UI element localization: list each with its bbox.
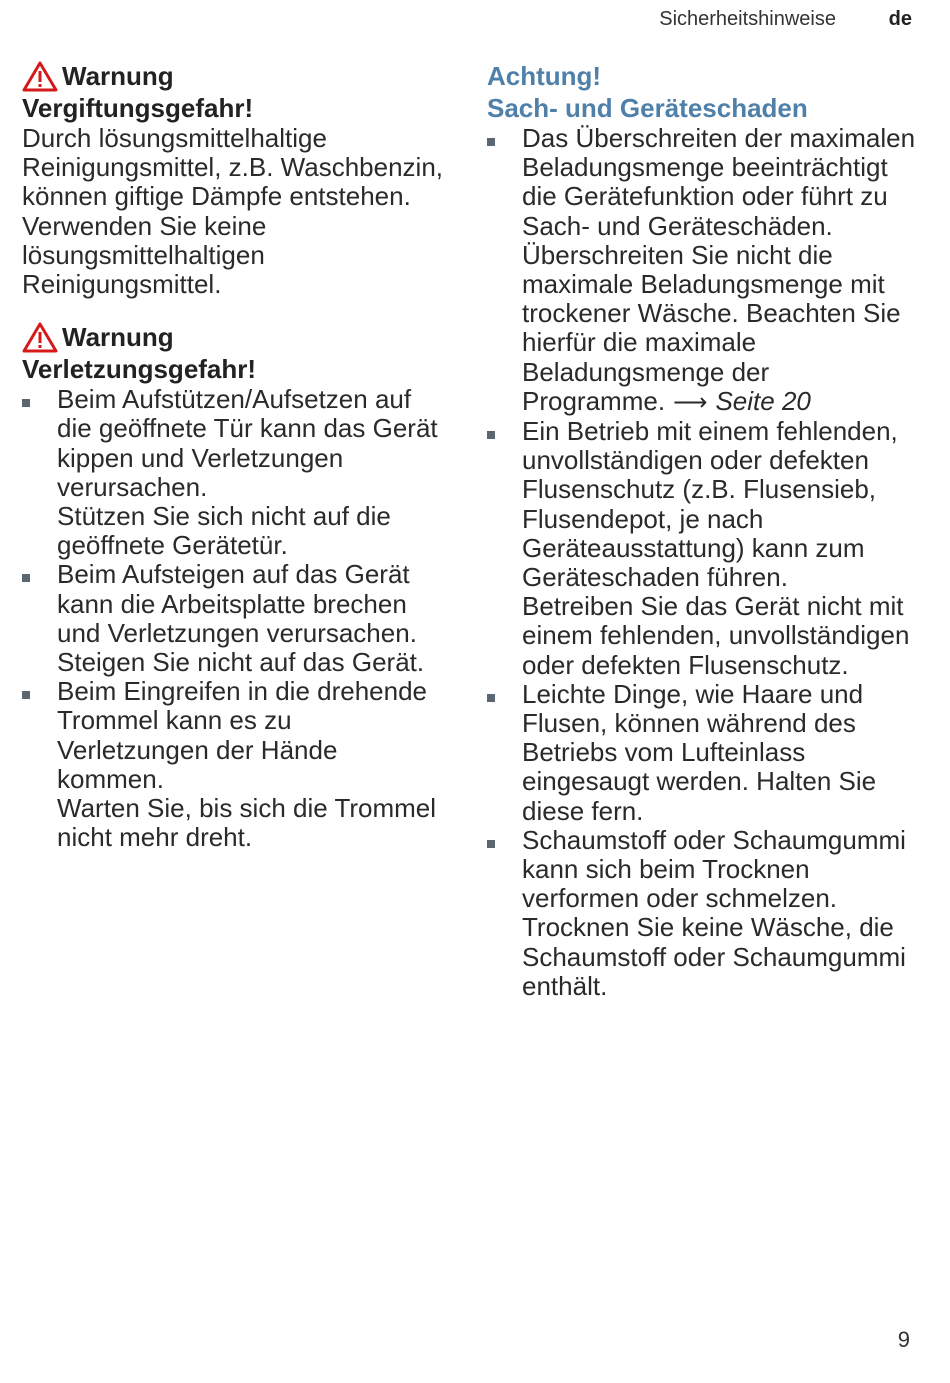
arrow-right-icon: ⟶: [673, 388, 708, 416]
warning-text: Durch lösungsmittelhaltige Reinigungsmittel, z.B. Waschbenzin, können giftige Dämpfe entstehen.: [22, 123, 444, 212]
list-item: [487, 826, 927, 1001]
page-number: 9: [897, 1327, 910, 1352]
warning-triangle-icon: [22, 61, 58, 92]
bullet-square-icon: [22, 399, 30, 407]
item-action: Warten Sie, bis sich die Trommel nicht mehr dreht.: [57, 793, 437, 853]
warning-injury: [22, 321, 447, 852]
item-text: Ein Betrieb mit einem fehlenden, unvollständigen oder defekten Flusenschutz (z.B. Flusensieb, Flusendepot, je nach Geräteausstattung) kann zum Geräteschaden führen.: [522, 416, 898, 593]
warning-instruction: Verwenden Sie keine lösungsmittelhaltigen Reinigungsmittel.: [22, 210, 267, 300]
warning-list: [22, 385, 447, 852]
item-action: [522, 241, 927, 417]
bullet-square-icon: [22, 691, 30, 699]
item-action: Stützen Sie sich nicht auf die geöffnete Gerätetür.: [57, 501, 391, 561]
notice-list: [487, 124, 927, 1001]
section-title: Sicherheitshinweise: [659, 8, 836, 30]
item-text: Beim Aufsteigen auf das Gerät kann die Arbeitsplatte brechen und Verletzungen verursachen.: [57, 559, 417, 648]
warning-label: Warnung: [62, 61, 174, 91]
warning-heading: Verletzungsgefahr!: [22, 354, 257, 385]
list-item: [487, 680, 927, 826]
notice-title: Achtung!: [487, 61, 602, 91]
item-text: Leichte Dinge, wie Haare und Flusen, können während des Betriebs vom Lufteinlass eingesaugt werden. Halten Sie diese fern.: [522, 678, 877, 826]
bullet-square-icon: [487, 840, 495, 848]
left-column: [22, 60, 447, 874]
list-item: [22, 560, 447, 677]
item-text: Das Überschreiten der maximalen Beladungsmenge beeinträchtigt die Gerätefunktion oder führt zu Sach- und Geräteschäden.: [522, 123, 916, 241]
bullet-square-icon: [22, 574, 30, 582]
list-item: [22, 385, 447, 560]
list-item: [487, 417, 927, 680]
bullet-square-icon: [487, 138, 495, 146]
warning-label: Warnung: [62, 322, 174, 353]
item-action: Betreiben Sie das Gerät nicht mit einem fehlenden, unvollständigen oder defekten Flusenschutz.: [522, 591, 910, 680]
warning-triangle-icon: [22, 322, 58, 353]
warning-poisoning: [22, 60, 447, 299]
page-reference: [665, 386, 811, 416]
item-text: Schaumstoff oder Schaumgummi kann sich beim Trocknen verformen oder schmelzen.: [522, 824, 906, 914]
warning-title: [22, 321, 447, 353]
warning-heading: Vergiftungsgefahr!: [22, 93, 254, 123]
right-column: [487, 60, 927, 1001]
bullet-square-icon: [487, 694, 495, 702]
item-action: Trocknen Sie keine Wäsche, die Schaumstoff oder Schaumgummi enthält.: [522, 912, 906, 1001]
warning-title: [22, 60, 447, 92]
list-item: [22, 677, 447, 852]
item-action-text: Überschreiten Sie nicht die maximale Beladungsmenge mit trockener Wäsche. Beachten Sie hierfür die maximale Beladungsmenge der Programme.: [522, 239, 901, 416]
item-action: Steigen Sie nicht auf das Gerät.: [57, 647, 425, 678]
item-text: Beim Eingreifen in die drehende Trommel kann es zu Verletzungen der Hände kommen.: [57, 676, 428, 794]
notice-heading: Sach- und Geräteschaden: [487, 93, 808, 123]
item-text: Beim Aufstützen/Aufsetzen auf die geöffnete Tür kann das Gerät kippen und Verletzungen verursachen.: [57, 384, 438, 502]
bullet-square-icon: [487, 431, 495, 439]
language-code: de: [888, 8, 912, 30]
page-reference-label: Seite 20: [715, 385, 811, 416]
list-item: [487, 124, 927, 417]
